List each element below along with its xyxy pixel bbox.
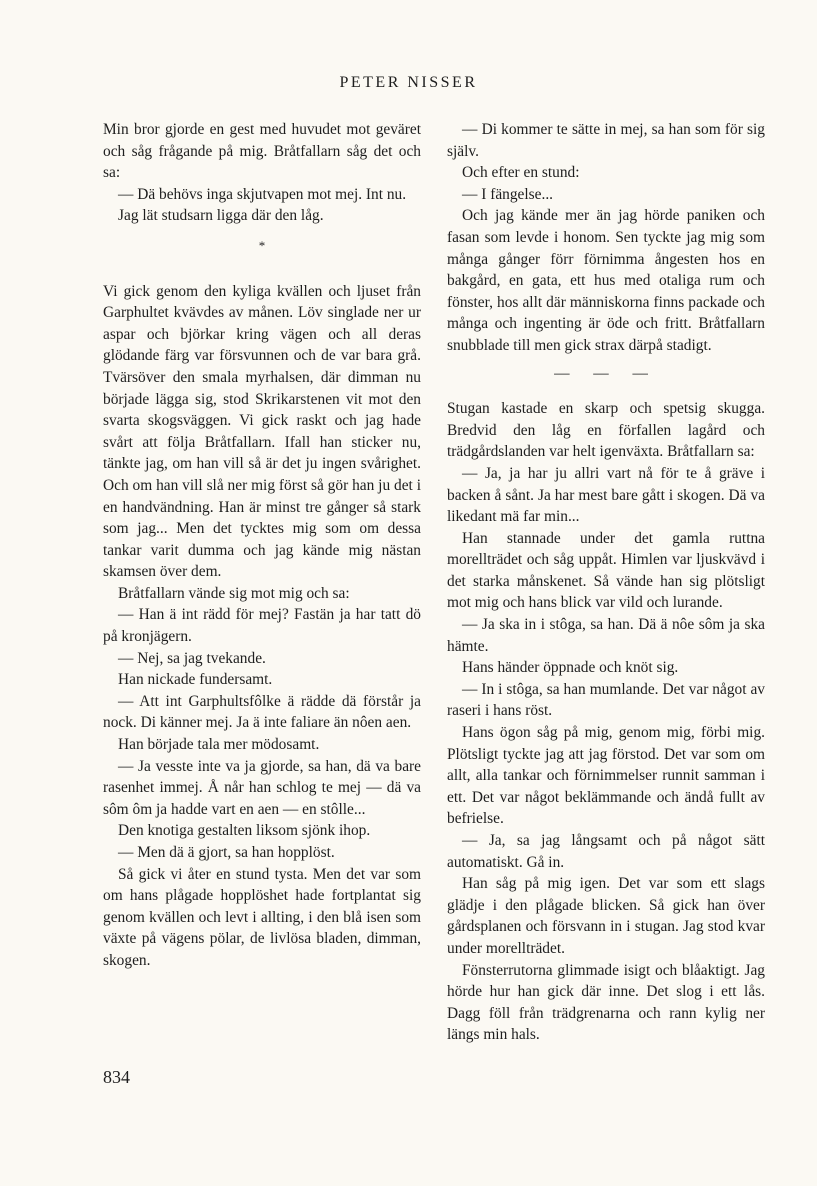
paragraph: Vi gick genom den kyliga kvällen och ljuset från Garphultet kvävdes av månen. Löv singlade ner ur aspar och björkar kring vägen och all deras glödande färg var försvunnen och de var bara grå. Tvärsöver den smala myrhalsen, där dimman nu började lägga sig, stod Skrikarstenen vit mot den svarta skogsväggen. Vi gick raskt och jag hade svårt att följa Bråtfallarn. Ifall han sticker nu, tänkte jag, om han vill så är det ju ingen svårighet. Och om han vill slå ner mig först så gör han ju det i en handvändning. Han är minst tre gånger så stark som jag... Men det tycktes mig som om dessa tankar varit dumma och jag kände mig nästan skamsen över dem. xyxy=(103,282,421,581)
paragraph: Hans ögon såg på mig, genom mig, förbi mig. Plötsligt tyckte jag att jag förstod. Det var som om allt, alla tankar och förnimmelser runnit samman i ett. Det var något beklämmande och ändå fullt av befrielse. xyxy=(447,724,765,828)
section-separator: — — — xyxy=(554,364,658,382)
paragraph: — In i stôga, sa han mumlande. Det var något av raseri i hans röst. xyxy=(447,680,765,720)
paragraph: — Nej, sa jag tvekande. xyxy=(118,649,266,667)
paragraph: Han stannade under det gamla ruttna morellträdet och såg uppåt. Himlen var ljuskvävd i det starka månskenet. Så vände han sig plötsligt mot mig och hans blick var vild och lurande. xyxy=(447,529,765,612)
paragraph: Fönsterrutorna glimmade isigt och blåaktigt. Jag hörde hur han gick där inne. Det slog i ett lås. Dagg föll från trädgrenarna och rann kylig ner längs min hals. xyxy=(447,961,765,1044)
paragraph: — Men dä ä gjort, sa han hopplöst. xyxy=(118,844,335,861)
paragraph: Stugan kastade en skarp och spetsig skugga. Bredvid den låg en förfallen lagård och trädgårdslanden var helt igenväxta. Bråtfallarn sa: xyxy=(447,400,765,461)
left-column xyxy=(103,119,421,972)
paragraph: Bråtfallarn vände sig mot mig och sa: xyxy=(118,584,350,602)
paragraph: Så gick vi åter en stund tysta. Men det var som om hans plågade hopplöshet hade fortplantat sig genom kvällen och levt i allting, i den blå isen som växte på vägens pölar, de livlösa bladen, dimman, skogen. xyxy=(103,865,421,969)
paragraph: — Ja ska in i stôga, sa han. Dä ä nôe sôm ja ska hämte. xyxy=(447,616,765,655)
paragraph: Hans händer öppnade och knöt sig. xyxy=(462,659,679,677)
paragraph: — Di kommer te sätte in mej, sa han som för sig själv. xyxy=(447,121,765,160)
running-header: PETER NISSER xyxy=(339,74,478,91)
paragraph: — Dä behövs inga skjutvapen mot mej. Int nu. xyxy=(118,185,407,203)
paragraph: — Ja, ja har ju allri vart nå för te å gräve i backen å sånt. Ja har mest bare gått i skogen. Dä va likedant mä far min... xyxy=(447,464,765,526)
paragraph: Och jag kände mer än jag hörde paniken och fasan som levde i honom. Sen tyckte jag mig som många gånger förr förnimma ångesten hos en bakgård, en gata, ett hus med otaliga rum och fönster, hos allt där människorna finns packade och många och ingenting är öde och fritt. Bråtfallarn snubblade till men gick strax därpå stadigt. xyxy=(447,207,765,354)
page-number: 834 xyxy=(103,1067,130,1087)
paragraph: Jag lät studsarn ligga där den låg. xyxy=(118,207,324,225)
paragraph: Den knotiga gestalten liksom sjönk ihop. xyxy=(118,822,371,840)
paragraph: Han såg på mig igen. Det var som ett slags glädje i den plågade blicken. Så gick han över gårdsplanen och försvann in i stugan. Jag stod kvar under morellträdet. xyxy=(447,875,765,957)
paragraph: Min bror gjorde en gest med huvudet mot geväret och såg frågande på mig. Bråtfallarn såg det och sa: xyxy=(103,121,421,182)
paragraph: — Ja, sa jag långsamt och på något sätt automatiskt. Gå in. xyxy=(447,832,765,871)
right-column xyxy=(447,119,765,1046)
paragraph: Han nickade fundersamt. xyxy=(118,671,273,689)
paragraph: Han började tala mer mödosamt. xyxy=(118,736,320,754)
paragraph: — Att int Garphultsfôlke ä rädde dä förstår ja nock. Di känner mej. Ja ä inte faliare än nôen aen. xyxy=(103,692,421,732)
paragraph: — Han ä int rädd för mej? Fastän ja har tatt dö på kronjägern. xyxy=(103,606,421,646)
paragraph: — Ja vesste inte va ja gjorde, sa han, dä va bare rasenhet immej. Å når han schlog te mej — dä va sôm ôm ja hadde vart en aen — en stôlle... xyxy=(103,757,421,818)
paragraph: Och efter en stund: xyxy=(462,164,580,182)
paragraph: — I fängelse... xyxy=(462,185,554,203)
section-separator: * xyxy=(258,237,266,253)
